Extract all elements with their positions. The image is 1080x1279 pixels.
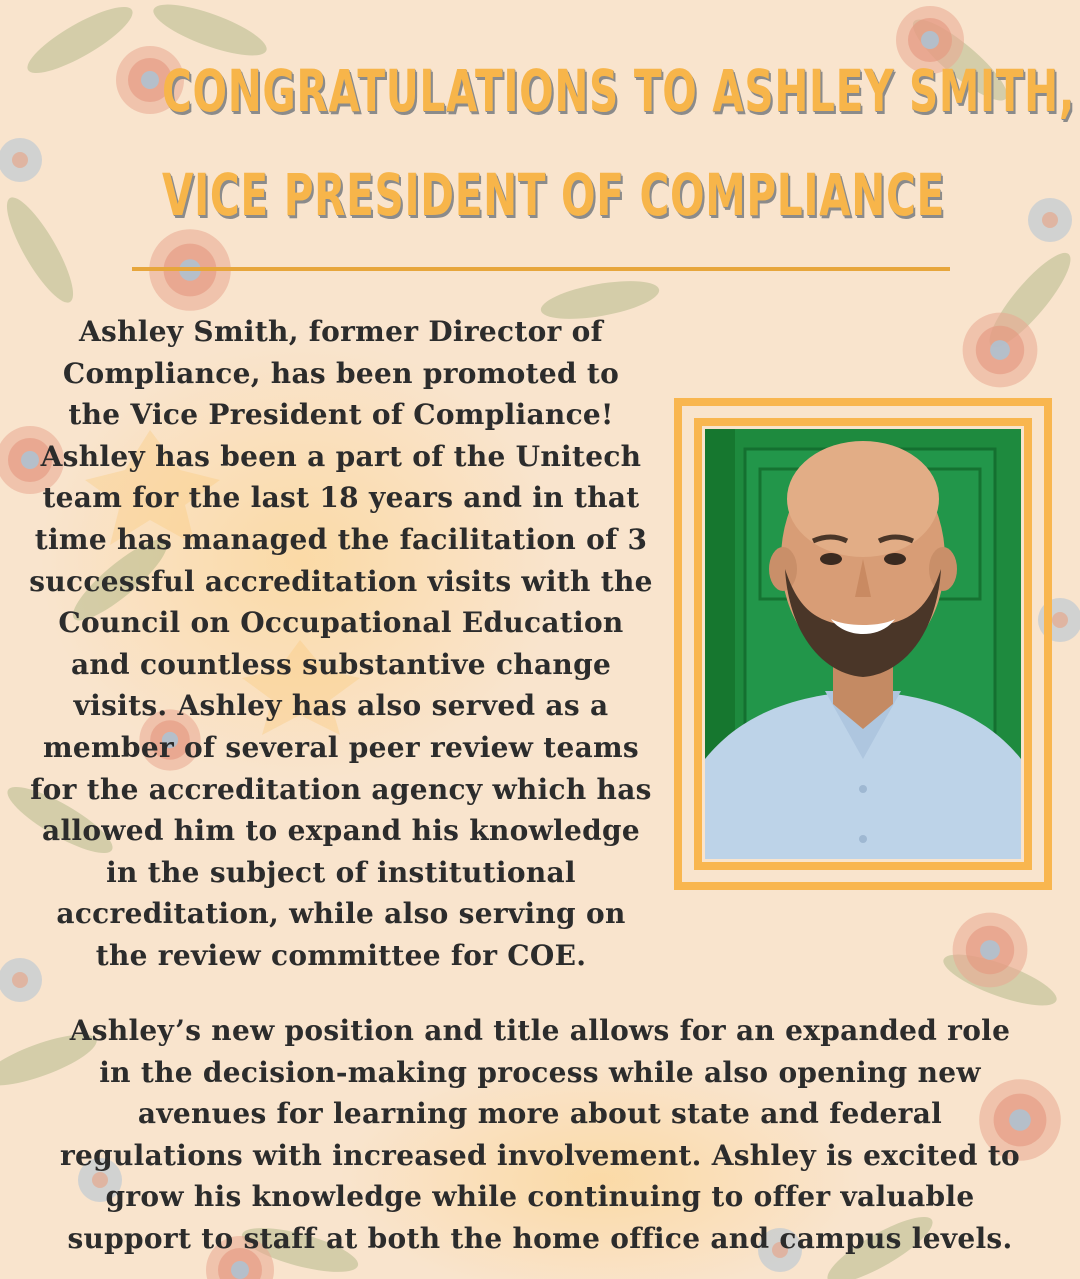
- divider-rule: [132, 267, 950, 271]
- paragraph-line: Ashley Smith, former Director of: [79, 315, 603, 348]
- paragraph-line: support to staff at both the home office and campus levels.: [67, 1221, 1013, 1255]
- paragraph-line: the Vice President of Compliance!: [68, 398, 614, 432]
- paragraph-line: avenues for learning more about state and federal: [137, 1097, 943, 1131]
- paragraph-line: Ashley’s new position and title allows for an expanded role: [69, 1014, 1011, 1047]
- paragraph-line: successful accreditation visits with the: [29, 564, 653, 598]
- paragraph-line: time has managed the facilitation of 3: [34, 522, 648, 556]
- paragraph-line: allowed him to expand his knowledge: [42, 814, 640, 848]
- paragraph-line: team for the last 18 years and in that: [42, 481, 640, 515]
- paragraph-line: the review committee for COE.: [95, 938, 587, 972]
- portrait-photo: [705, 429, 1021, 859]
- paragraph-line: member of several peer review teams: [43, 730, 639, 764]
- paragraph-line: Council on Occupational Education: [58, 606, 624, 640]
- paragraph-line: Compliance, has been promoted to: [62, 356, 620, 390]
- headline-line-2: VICE PRESIDENT OF COMPLIANCE: [162, 161, 945, 229]
- paragraph-line: accreditation, while also serving on: [56, 897, 626, 931]
- details-paragraph: [0, 1010, 1080, 1260]
- headline-line-1: CONGRATULATIONS TO ASHLEY SMITH,: [162, 57, 1075, 125]
- announcement-paragraph: [16, 311, 666, 977]
- paragraph-line: and countless substantive change: [70, 647, 612, 681]
- paragraph-line: Ashley has been a part of the Unitech: [40, 439, 642, 473]
- paragraph-line: for the accreditation agency which has: [30, 772, 652, 806]
- paragraph-line: regulations with increased involvement. Ashley is excited to: [59, 1138, 1021, 1172]
- paragraph-line: in the decision-making process while also opening new: [99, 1055, 981, 1089]
- paragraph-line: grow his knowledge while continuing to offer valuable: [105, 1180, 975, 1214]
- paragraph-line: visits. Ashley has also served as a: [73, 689, 609, 723]
- paragraph-line: in the subject of institutional: [106, 855, 576, 889]
